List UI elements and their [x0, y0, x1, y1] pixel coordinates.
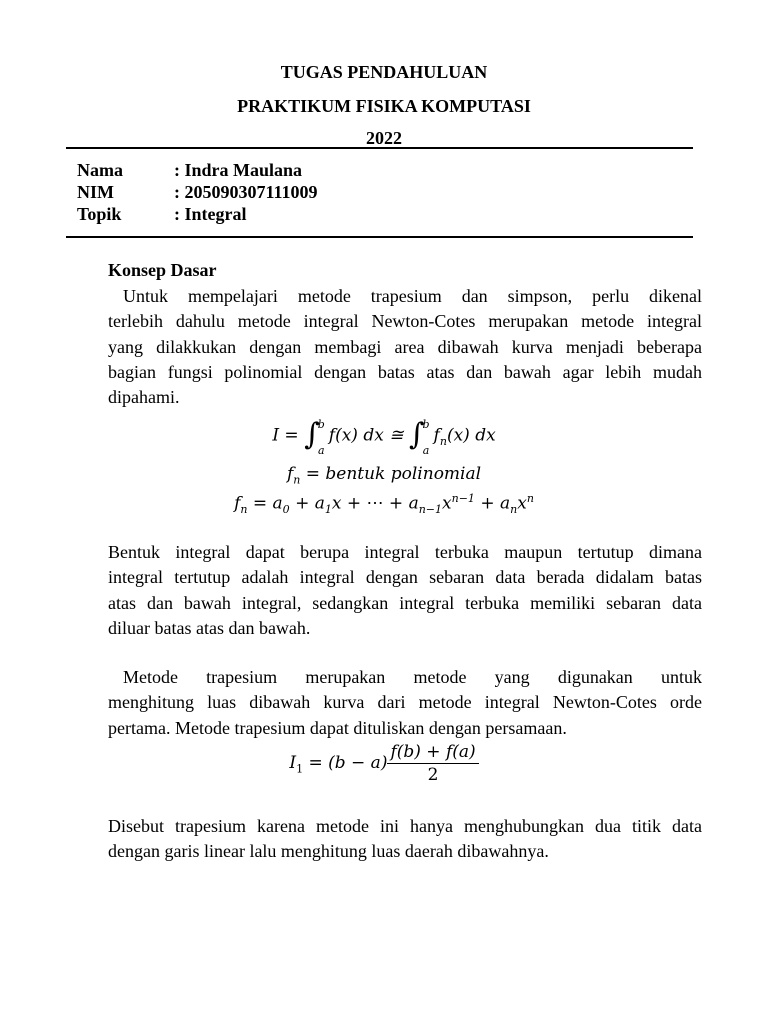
eq-rhs-tail: (x) dx	[446, 425, 496, 446]
info-row-nama	[77, 160, 302, 181]
paragraph-trapesium	[108, 665, 702, 741]
paragraph-line: menghitung luas dibawah kurva dari metode integral Newton-Cotes orde	[108, 692, 702, 713]
info-row-topik	[77, 204, 246, 225]
eq-op: +	[474, 493, 500, 514]
paragraph-line: atas dan bawah integral, sedangkan integral terbuka memiliki sebaran data	[108, 592, 702, 613]
eq-term: a	[408, 493, 419, 514]
paragraph-integral-types	[108, 540, 702, 641]
paragraph-line: integral tertutup adalah integral dengan sebaran data berada didalam batas	[108, 567, 702, 588]
info-value: : 205090307111009	[174, 182, 318, 202]
info-label: Topik	[77, 204, 122, 224]
equation-integral	[0, 410, 768, 462]
eq-sub: n−1	[418, 503, 443, 517]
info-row-nim	[77, 182, 318, 203]
equation-polynomial	[0, 492, 768, 516]
equation-fn-definition	[0, 464, 768, 486]
paragraph-intro	[108, 284, 702, 410]
eq-sub: 1	[296, 762, 304, 776]
section-heading: Konsep Dasar	[108, 260, 217, 280]
eq-lhs: I =	[272, 425, 305, 446]
integral-sign: ∫	[304, 416, 320, 452]
eq-term: I	[289, 753, 297, 773]
paragraph-line: Untuk mempelajari metode trapesium dan simpson, perlu dikenal	[123, 286, 702, 306]
paragraph-line: Disebut trapesium karena metode ini hanya menghubungkan dua titik data	[108, 816, 702, 836]
eq-sup: n−1	[451, 492, 475, 505]
eq-term: x	[517, 493, 527, 514]
eq-term: a	[500, 493, 511, 514]
eq-term: a	[314, 493, 325, 514]
eq-sub: n	[293, 473, 301, 487]
eq-sub: n	[240, 503, 248, 517]
eq-sub: n	[510, 503, 518, 517]
eq-term: x	[331, 493, 342, 514]
paragraph-line: pertama. Metode trapesium dapat dituliskan dengan persamaan.	[108, 717, 567, 738]
paragraph-line: Metode trapesium merupakan metode yang digunakan untuk	[123, 667, 702, 687]
paragraph-conclusion	[108, 814, 702, 865]
info-value: : Indra Maulana	[174, 160, 303, 180]
doc-title: TUGAS PENDAHULUAN	[280, 62, 488, 82]
eq-rhs: = bentuk polinomial	[300, 464, 482, 484]
fraction	[387, 742, 478, 785]
header-divider-bottom	[66, 236, 693, 238]
paragraph-line: dengan garis linear lalu menghitung luas daerah dibawahnya.	[108, 841, 549, 862]
eq-op: +	[289, 493, 315, 514]
eq-term: a	[272, 493, 283, 514]
eq-op: =	[247, 493, 273, 514]
info-label: Nama	[77, 160, 123, 180]
doc-year: 2022	[366, 128, 402, 148]
paragraph-line: yang dilakkukan dengan membagi area dibawah kurva menjadi beberapa	[108, 336, 702, 357]
eq-term: f	[234, 493, 241, 514]
info-label: NIM	[77, 182, 114, 202]
header-divider-top	[66, 147, 693, 149]
eq-sub: 0	[282, 503, 290, 517]
eq-rhs-f: f	[433, 425, 440, 446]
integral-limits: b a	[422, 418, 430, 457]
paragraph-line: bagian fungsi polinomial dengan batas atas dan bawah agar lebih mudah	[108, 361, 702, 382]
eq-term: x	[442, 493, 452, 514]
info-value: : Integral	[174, 204, 247, 224]
paragraph-line: diluar batas atas dan bawah.	[108, 617, 311, 638]
eq-term: = (b − a)	[303, 753, 388, 773]
integral-sign: ∫	[408, 416, 425, 452]
equation-trapesium	[0, 742, 768, 785]
paragraph-line: dipahami.	[108, 387, 180, 408]
doc-subtitle: PRAKTIKUM FISIKA KOMPUTASI	[237, 96, 531, 116]
eq-rhs-sub: n	[439, 434, 447, 448]
eq-sub: 1	[324, 503, 332, 517]
eq-mid: f(x) dx ≅	[328, 425, 409, 446]
fraction-numerator: f(b) + f(a)	[387, 742, 478, 764]
paragraph-line: Bentuk integral dapat berupa integral terbuka maupun tertutup dimana	[108, 542, 702, 562]
eq-sup: n	[526, 492, 534, 505]
fraction-denominator: 2	[427, 765, 439, 785]
paragraph-line: terlebih dahulu metode integral Newton-Cotes merupakan metode integral	[108, 311, 702, 332]
integral-limits: b a	[317, 418, 325, 457]
eq-f: f	[286, 464, 294, 484]
eq-op: + ⋯ +	[341, 493, 409, 514]
